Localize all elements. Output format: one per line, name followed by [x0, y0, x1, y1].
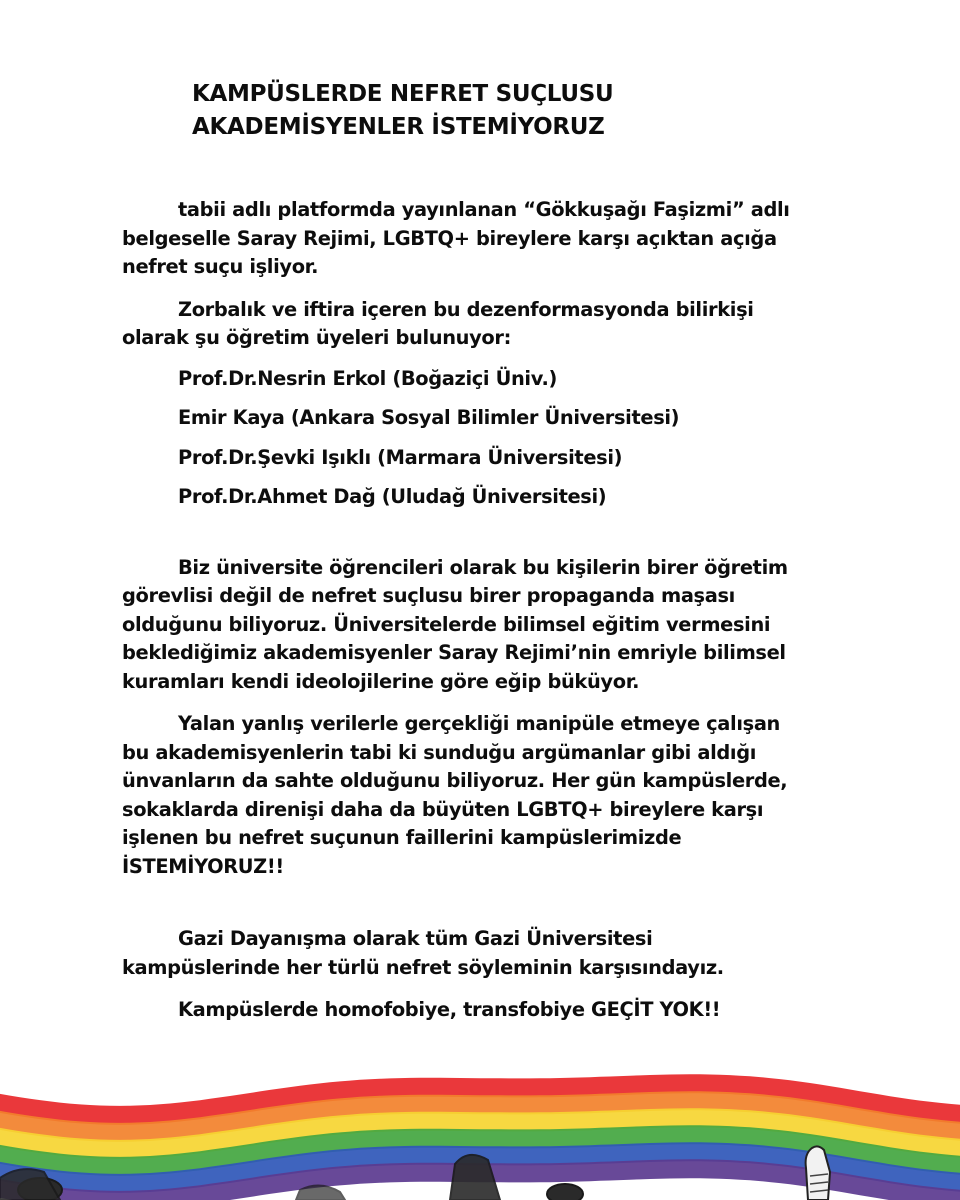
expert-item: Prof.Dr.Şevki Işıklı (Marmara Üniversitesi): [178, 445, 623, 469]
experts-list: [122, 365, 812, 512]
title-line-1: KAMPÜSLERDE NEFRET SUÇLUSU: [192, 81, 614, 107]
expert-item: Emir Kaya (Ankara Sosyal Bilimler Üniversitesi): [178, 406, 680, 429]
paragraph-gazi: Gazi Dayanışma olarak tüm Gazi Üniversitesi kampüslerinde her türlü nefret söyleminin karşısındayız.: [122, 927, 724, 979]
rainbow-flag-icon: [0, 1068, 960, 1200]
title-line-2: AKADEMİSYENLER İSTEMİYORUZ: [192, 114, 605, 140]
paragraph-intro: tabii adlı platformda yayınlanan “Gökkuşağı Faşizmi” adlı belgeselle Saray Rejimi, LGBTQ+ bireylere karşı açıktan açığa nefret suçu işliyor.: [122, 198, 790, 278]
expert-item: Prof.Dr.Ahmet Dağ (Uludağ Üniversitesi): [178, 485, 607, 508]
paragraph-students: Biz üniversite öğrencileri olarak bu kişilerin birer öğretim görevlisi değil de nefret suçlusu birer propaganda maşası olduğunu biliyoruz. Üniversitelerde bilimsel eğitim vermesini beklediğimiz akademisyenler Saray Rejimi’nin emriyle bilimsel kuramları kendi ideolojilerine göre eğip büküyor.: [122, 555, 788, 693]
expert-item: Prof.Dr.Nesrin Erkol (Boğaziçi Üniv.): [178, 366, 557, 390]
paragraph-closing: Kampüslerde homofobiye, transfobiye GEÇİT YOK!!: [178, 998, 721, 1021]
statement-body: [122, 196, 812, 1025]
paragraph-lies: Yalan yanlış verilerle gerçekliği manipüle etmeye çalışan bu akademisyenlerin tabi ki sunduğu argümanlar gibi aldığı ünvanların da sahte olduğunu biliyoruz. Her gün kampüslerde, sokaklarda direnişi daha da büyüten LGBTQ+ bireylere karşı işlenen bu nefret suçunun faillerini kampüslerimizde İSTEMİYORUZ!!: [122, 712, 788, 878]
page-title: [192, 78, 792, 144]
paragraph-experts-intro: Zorbalık ve iftira içeren bu dezenformasyonda bilirkişi olarak şu öğretim üyeleri bulunuyor:: [122, 297, 754, 349]
rainbow-flag-drawing: [0, 1068, 960, 1200]
